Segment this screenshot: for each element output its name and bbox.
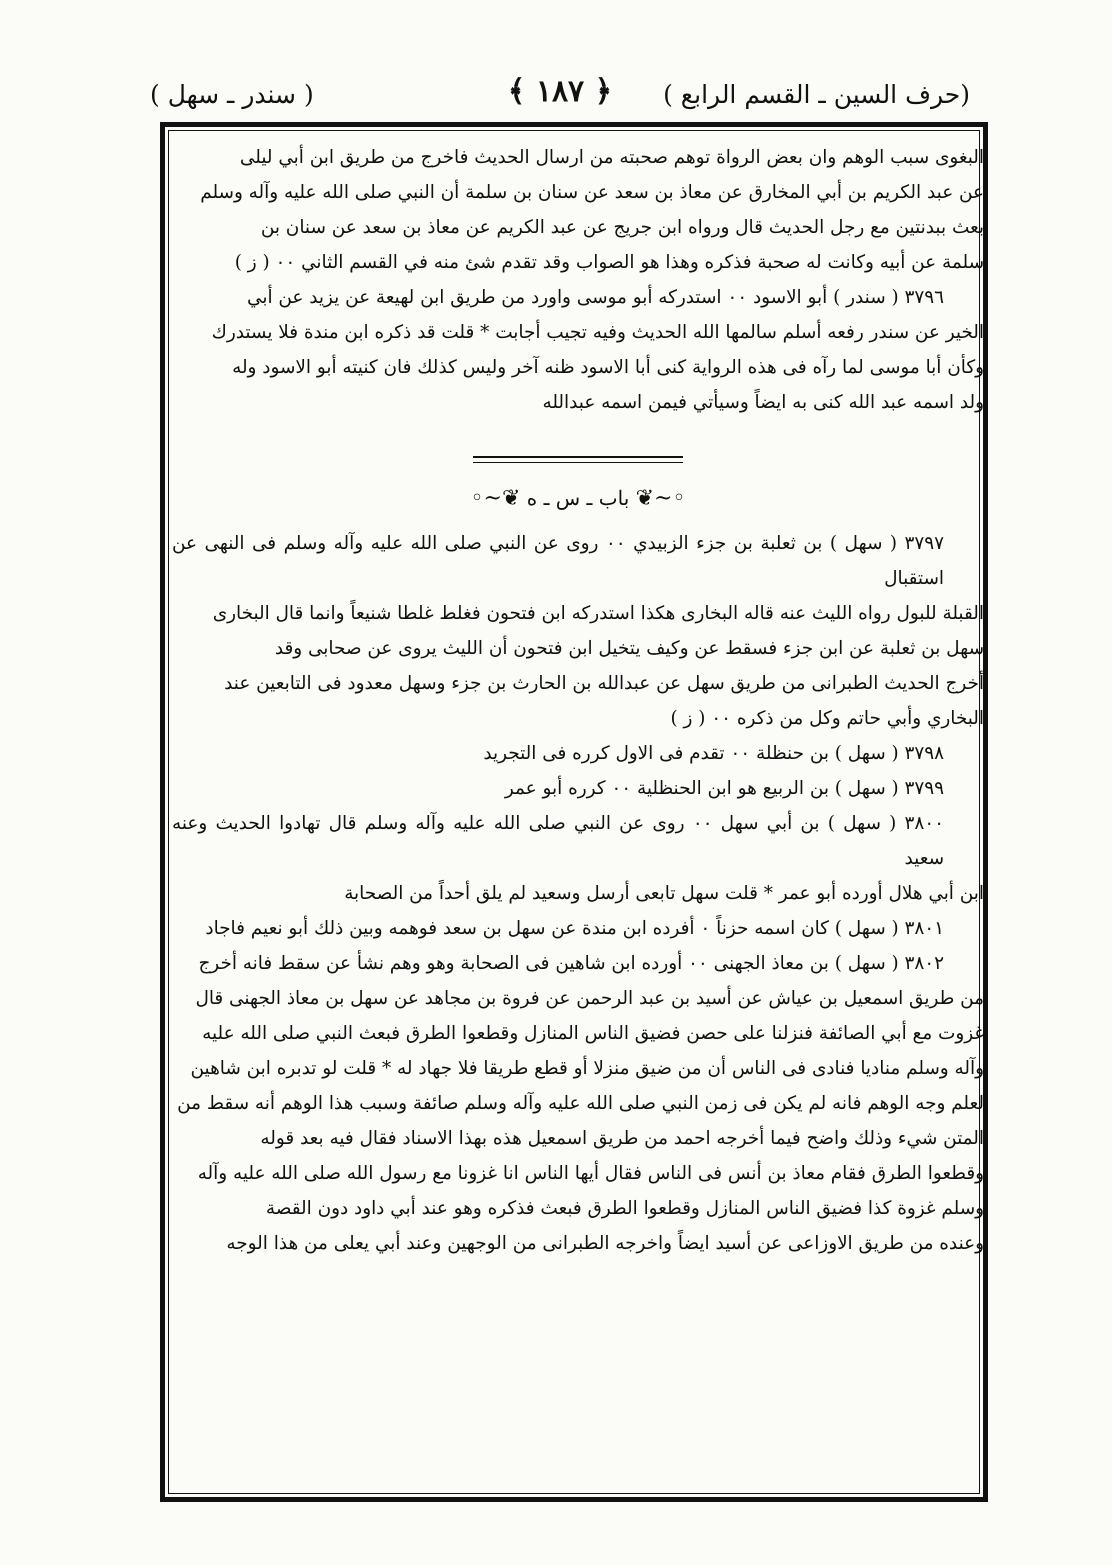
- text-line: المتن شيء وذلك واضح فيما أخرجه احمد من طريق اسمعيل هذه بهذا الاسناد فقال فيه بعد قوله: [260, 1128, 984, 1149]
- page-header: [150, 72, 970, 122]
- text-line: البخاري وأبي حاتم وكل من ذكره ٠٠ ( ز ): [670, 708, 984, 729]
- ornament-right: ◦~❦: [635, 486, 686, 511]
- running-head-section: (حرف السين ـ القسم الرابع ): [663, 80, 970, 109]
- text-line: وقطعوا الطرق فقام معاذ بن أنس فى الناس فقال أيها الناس انا غزونا مع رسول الله صلى الله عليه وآله: [197, 1163, 984, 1184]
- text-line: الخير عن سندر رفعه أسلم سالمها الله الحديث وفيه تجيب أجابت * قلت قد ذكره ابن مندة فلا يستدرك: [211, 322, 984, 343]
- entry-3802: ٣٨٠٢ ( سهل ) بن معاذ الجهنى ٠٠ أورده ابن شاهين فى الصحابة وهو وهم نشأ عن سقط فانه أخرج: [198, 953, 944, 974]
- text-line: البغوى سبب الوهم وان بعض الرواة توهم صحبته من ارسال الحديث فاخرج من طريق ابن أبي ليلى: [239, 147, 984, 168]
- text-line: بعث ببدنتين مع رجل الحديث قال ورواه ابن جريج عن عبد الكريم عن معاذ بن سعد عن سنان بن: [260, 217, 984, 238]
- running-head-entries: ( سندر ـ سهل ): [150, 80, 314, 109]
- page-body: [172, 140, 984, 1261]
- text-line: من طريق اسمعيل بن عياش عن أسيد بن عبد الرحمن عن فروة بن مجاهد عن سهل بن معاذ الجهنى قال: [195, 988, 984, 1009]
- text-line: وآله وسلم مناديا فنادى فى الناس أن من ضيق منزلا أو قطع طريقا فلا جهاد له * قلت لو تدبره ابن شاهين: [190, 1058, 984, 1079]
- entry-3797: ٣٧٩٧ ( سهل ) بن ثعلبة بن جزء الزبيدي ٠٠ روى عن النبي صلى الله عليه وآله وسلم فى النهى عن استقبال: [172, 533, 944, 589]
- entry-3798: ٣٧٩٨ ( سهل ) بن حنظلة ٠٠ تقدم فى الاول كرره فى التجريد: [483, 743, 944, 764]
- entry-3801: ٣٨٠١ ( سهل ) كان اسمه حزناً ٠ أفرده ابن مندة عن سهل بن سعد فوهمه وبين ذلك أبو نعيم فاجاد: [205, 918, 944, 939]
- text-line: ولد اسمه عبد الله كنى به ايضاً وسيأتي فيمن اسمه عبدالله: [542, 392, 984, 413]
- text-line: غزوت مع أبي الصائفة فنزلنا على حصن فضيق الناس المنازل وقطعوا الطرق فبعث النبي صلى الله عليه: [202, 1023, 984, 1044]
- text-line: وسلم غزوة كذا فضيق الناس المنازل وقطعوا الطرق فبعث فذكره وهو عند أبي داود دون القصة: [265, 1198, 984, 1219]
- text-line: سلمة عن أبيه وكانت له صحبة فذكره وهذا هو الصواب وقد تقدم شئ منه في القسم الثاني ٠٠ ( ز ): [234, 252, 984, 273]
- text-line: القبلة للبول رواه الليث عنه قاله البخارى هكذا استدركه ابن فتحون فغلط غلطا شنيعاً وانما قال البخارى: [212, 603, 984, 624]
- entry-3796: ٣٧٩٦ ( سندر ) أبو الاسود ٠٠ استدركه أبو موسى واورد من طريق ابن لهيعة عن يزيد عن أبي: [247, 287, 944, 308]
- section-divider: [473, 456, 683, 463]
- chapter-title: باب ـ س ـ ه: [526, 486, 630, 510]
- entries-sahl: [172, 526, 984, 1261]
- text-line: وعنده من طريق الاوزاعى عن أسيد ايضاً واخرجه الطبرانى من الوجهين وعند أبي يعلى من هذا الوجه: [226, 1233, 984, 1254]
- entries-continued: [172, 140, 984, 420]
- text-line: وكأن أبا موسى لما رآه فى هذه الرواية كنى أبا الاسود ظنه آخر وليس كذلك فان كنيته أبو الاسود وله: [232, 357, 984, 378]
- text-line: أخرج الحديث الطبرانى من طريق سهل عن عبدالله بن الحارث بن جزء وسهل معدود فى التابعين عند: [224, 673, 984, 694]
- entry-3799: ٣٧٩٩ ( سهل ) بن الربيع هو ابن الحنظلية ٠٠ كرره أبو عمر: [504, 778, 944, 799]
- chapter-heading: [172, 481, 984, 516]
- entry-3800: ٣٨٠٠ ( سهل ) بن أبي سهل ٠٠ روى عن النبي صلى الله عليه وآله وسلم قال تهادوا الحديث وعنه سعيد: [172, 813, 944, 869]
- page-number: ﴿ ١٨٧ ﴾: [507, 74, 613, 109]
- ornament-left: ❦~◦: [470, 486, 521, 511]
- text-line: سهل بن ثعلبة عن ابن جزء فسقط عن وكيف يتخيل ابن فتحون أن الليث يروى عن صحابى وقد: [274, 638, 984, 659]
- text-line: عن عبد الكريم بن أبي المخارق عن معاذ بن سعد عن سنان بن سلمة أن النبي صلى الله عليه وآله وسلم: [200, 182, 984, 203]
- text-line: ابن أبي هلال أورده أبو عمر * قلت سهل تابعى أرسل وسعيد لم يلق أحداً من الصحابة: [344, 883, 984, 904]
- text-line: لعلم وجه الوهم فانه لم يكن فى زمن النبي صلى الله عليه وآله وسلم صائفة وسبب هذا الوهم أنه سقط من: [177, 1093, 984, 1114]
